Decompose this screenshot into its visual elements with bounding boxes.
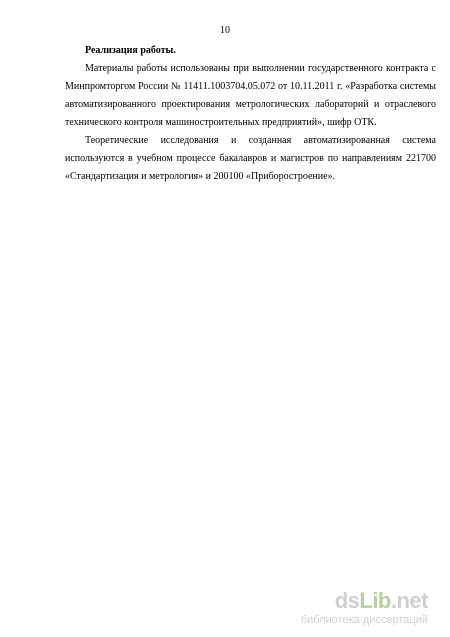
page-number: 10 — [220, 25, 230, 36]
dslib-watermark — [280, 589, 440, 629]
dslib-tagline: библиотека диссертаций — [300, 614, 428, 626]
logo-suffix: .net — [390, 588, 428, 613]
document-body — [65, 42, 436, 186]
logo-prefix: ds — [334, 588, 360, 613]
paragraph-education: Теоретические исследования и созданная автоматизированная система используются в учебном процессе бакалавров и магистров по направлениям 221700 «Стандартизация и метрология» и 200100 «Приборостроение». — [65, 135, 436, 182]
logo-accent: Lib — [359, 588, 391, 613]
paragraph-contract: Материалы работы использованы при выполнении государственного контракта с Минпромторгом России № 11411.1003704.05.072 от 10.11.2011 г. «Разработка системы автоматизированного проектирования метрологических лабораторий и отраслевого технического контроля машиностроительных предприятий», шифр ОТК. — [65, 63, 436, 128]
section-heading: Реализация работы. — [85, 45, 176, 56]
dslib-logo — [335, 589, 428, 613]
